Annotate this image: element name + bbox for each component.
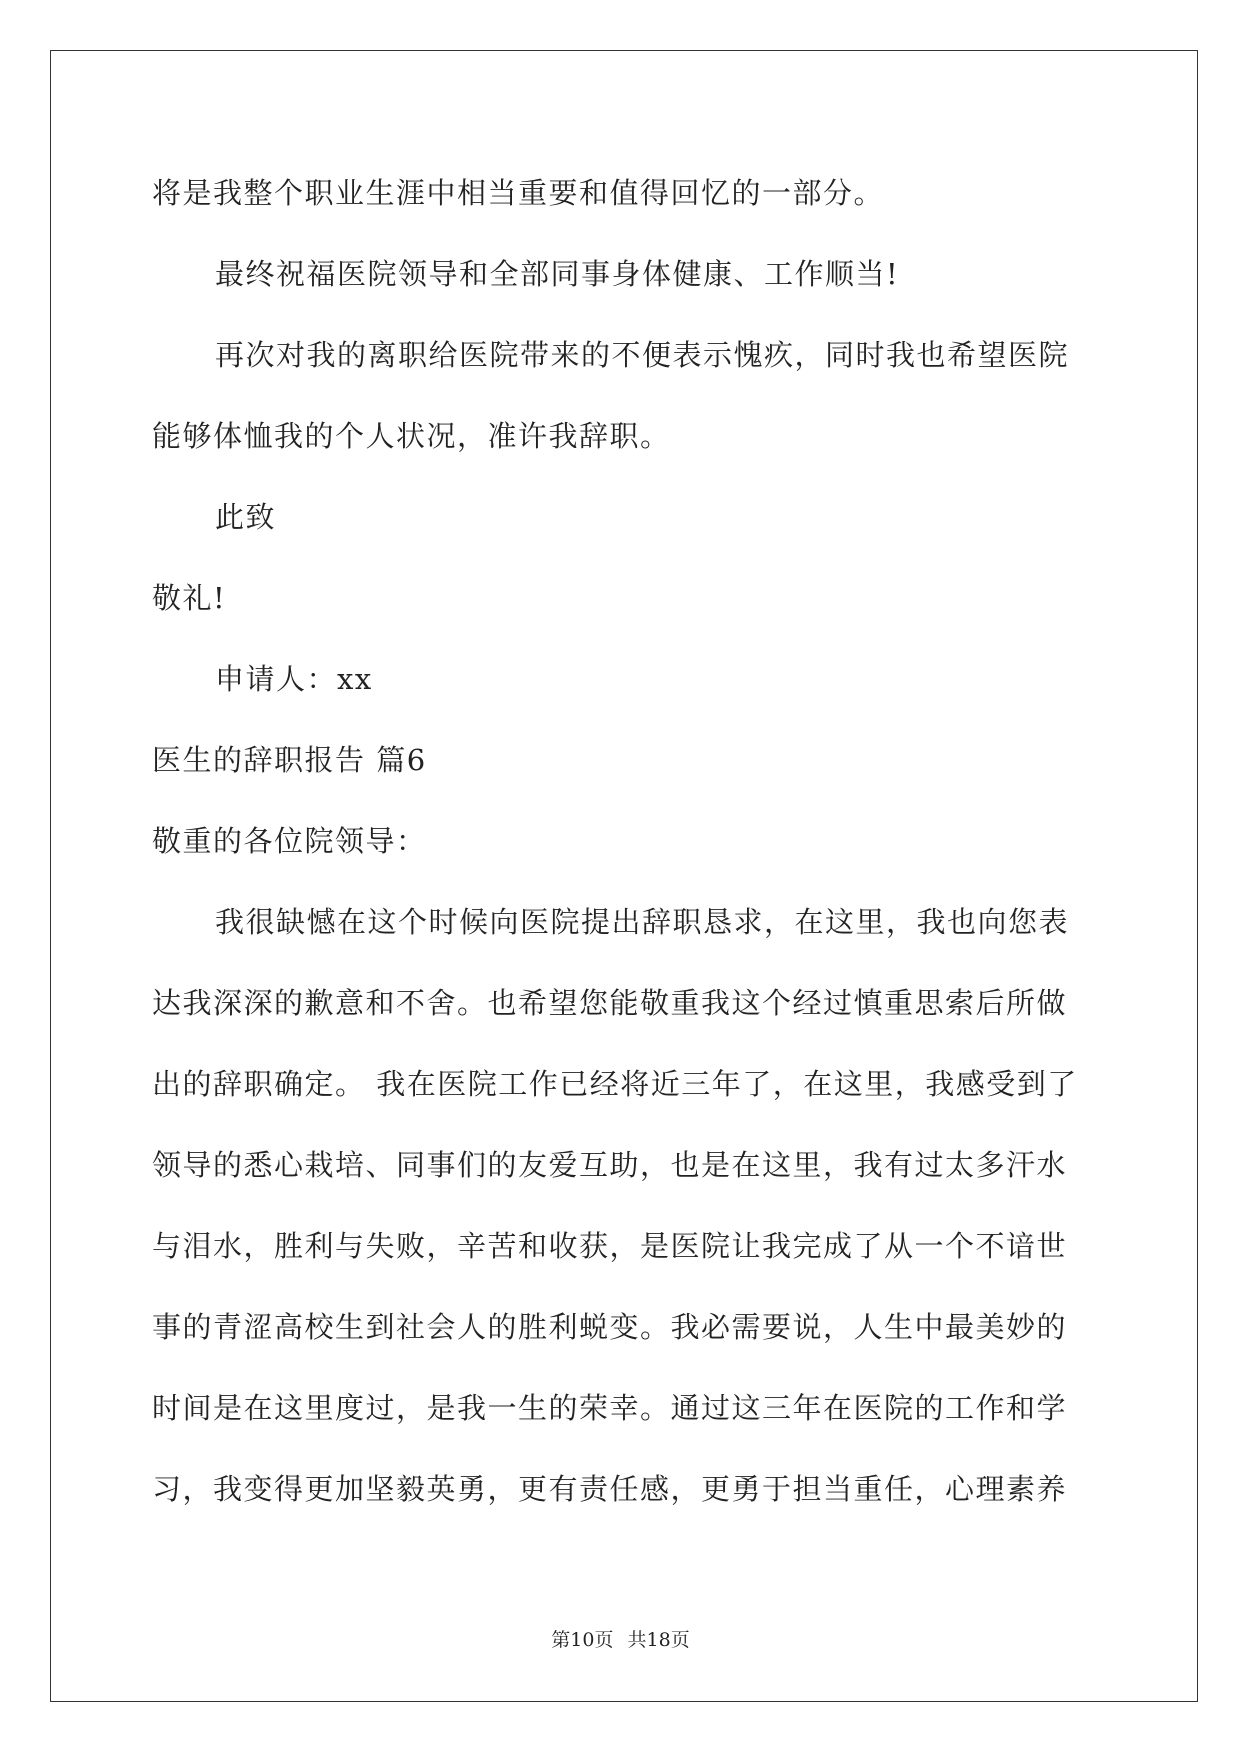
page-border [50,50,1198,1702]
body-line: 领导的悉心栽培、同事们的友爱互助，也是在这里，我有过太多汗水 [152,1148,1068,1182]
greeting-line: 敬重的各位院领导： [152,824,427,858]
total-pages: 共18页 [627,1629,690,1651]
body-line: 时间是在这里度过，是我一生的荣幸。通过这三年在医院的工作和学 [152,1391,1068,1425]
body-line: 习，我变得更加坚毅英勇，更有责任感，更勇于担当重任，心理素养 [152,1472,1068,1506]
body-line: 最终祝福医院领导和全部同事身体健康、工作顺当! [215,257,900,291]
body-line: 能够体恤我的个人状况，准许我辞职。 [152,419,671,453]
closing-line: 敬礼! [152,581,227,615]
body-line: 我很缺憾在这个时候向医院提出辞职恳求，在这里，我也向您表 [215,905,1070,939]
body-line: 事的青涩高校生到社会人的胜利蜕变。我必需要说，人生中最美妙的 [152,1310,1068,1344]
section-heading: 医生的辞职报告 篇6 [152,743,427,777]
salutation-line: 此致 [215,500,277,534]
page-footer [0,1628,1241,1652]
body-line: 再次对我的离职给医院带来的不便表示愧疚，同时我也希望医院 [215,338,1070,372]
body-line: 与泪水，胜利与失败，辛苦和收获，是医院让我完成了从一个不谙世 [152,1229,1068,1263]
body-line: 将是我整个职业生涯中相当重要和值得回忆的一部分。 [152,176,885,210]
applicant-line: 申请人：xx [215,662,373,696]
current-page-number: 第10页 [551,1629,614,1651]
body-line: 出的辞职确定。 我在医院工作已经将近三年了，在这里，我感受到了 [152,1067,1078,1101]
body-line: 达我深深的歉意和不舍。也希望您能敬重我这个经过慎重思索后所做 [152,986,1068,1020]
